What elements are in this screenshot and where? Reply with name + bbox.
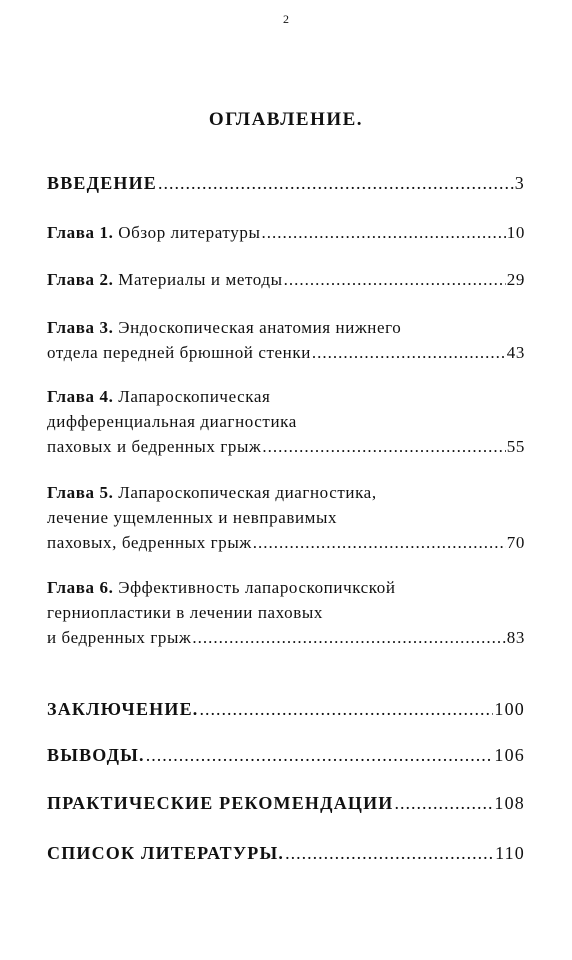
toc-entry-page: 70 — [506, 533, 525, 552]
toc-entry-chapter-3[interactable] — [47, 315, 525, 365]
toc-entry-page: 55 — [506, 437, 525, 456]
toc-entry-page: 110 — [495, 843, 525, 863]
toc-entry-page: 108 — [494, 793, 525, 813]
toc-entry-label: Глава 6. — [47, 578, 114, 597]
toc-entry-chapter-2[interactable] — [47, 267, 525, 292]
toc-entry-page: 3 — [514, 173, 525, 193]
toc-entry-title-line: Эффективность лапароскопичкской — [118, 578, 396, 597]
toc-entry-chapter-1[interactable] — [47, 220, 525, 245]
toc-entry-label: ВВЕДЕНИЕ — [47, 173, 158, 193]
toc-entry-conclusion[interactable] — [47, 697, 525, 722]
toc-entry-chapter-5[interactable] — [47, 480, 525, 555]
toc-entry-label: ВЫВОДЫ. — [47, 745, 145, 765]
toc-leader-dots — [253, 530, 506, 555]
toc-entry-title-line: дифференциальная диагностика — [47, 412, 297, 431]
toc-entry-label: Глава 3. — [47, 318, 114, 337]
toc-leader-dots — [284, 267, 506, 292]
toc-entry-title-line: лечение ущемленных и невправимых — [47, 508, 338, 527]
toc-title: ОГЛАВЛЕНИЕ. — [208, 109, 364, 130]
toc-entry-title: Материалы и методы — [118, 270, 283, 289]
toc-entry-label: Глава 4. — [47, 387, 114, 406]
toc-leader-dots — [261, 220, 505, 245]
toc-leader-dots — [199, 697, 493, 722]
toc-leader-dots — [146, 743, 494, 768]
toc-entry-title-line: Лапароскопическая диагностика, — [118, 483, 377, 502]
toc-leader-dots — [395, 791, 494, 816]
toc-entry-label: Глава 5. — [47, 483, 114, 502]
toc-entry-page: 43 — [506, 343, 525, 362]
toc-entry-label: СПИСОК ЛИТЕРАТУРЫ. — [47, 843, 285, 863]
page-number: 2 — [283, 12, 289, 26]
toc-entry-title-line: Эндоскопическая анатомия нижнего — [118, 318, 402, 337]
toc-leader-dots — [192, 625, 505, 650]
toc-entry-title-line: паховых, бедренных грыж — [47, 533, 252, 552]
toc-entry-page: 83 — [506, 628, 525, 647]
toc-entry-title-line: герниопластики в лечении паховых — [47, 603, 323, 622]
toc-entry-title-line: отдела передней брюшной стенки — [47, 343, 311, 362]
toc-entry-chapter-4[interactable] — [47, 384, 525, 459]
toc-entry-page: 100 — [494, 699, 525, 719]
toc-leader-dots — [285, 841, 494, 866]
toc-entry-findings[interactable] — [47, 743, 525, 768]
toc-entry-label: ПРАКТИЧЕСКИЕ РЕКОМЕНДАЦИИ — [47, 793, 394, 813]
toc-entry-label: Глава 1. — [47, 223, 114, 242]
toc-entry-recommendations[interactable] — [47, 791, 525, 816]
toc-leader-dots — [158, 171, 514, 196]
toc-entry-page: 10 — [506, 223, 525, 242]
toc-entry-introduction[interactable] — [47, 171, 525, 196]
toc-entry-title-line: Лапароскопическая — [118, 387, 271, 406]
toc-entry-title: Обзор литературы — [118, 223, 261, 242]
toc-entry-page: 29 — [506, 270, 525, 289]
toc-entry-label: Глава 2. — [47, 270, 114, 289]
toc-entry-label: ЗАКЛЮЧЕНИЕ. — [47, 699, 199, 719]
toc-entry-title-line: и бедренных грыж — [47, 628, 192, 647]
toc-leader-dots — [312, 340, 506, 365]
toc-entry-chapter-6[interactable] — [47, 575, 525, 650]
toc-entry-title-line: паховых и бедренных грыж — [47, 437, 262, 456]
toc-leader-dots — [262, 434, 505, 459]
toc-entry-page: 106 — [494, 745, 525, 765]
toc-entry-references[interactable] — [47, 841, 525, 866]
